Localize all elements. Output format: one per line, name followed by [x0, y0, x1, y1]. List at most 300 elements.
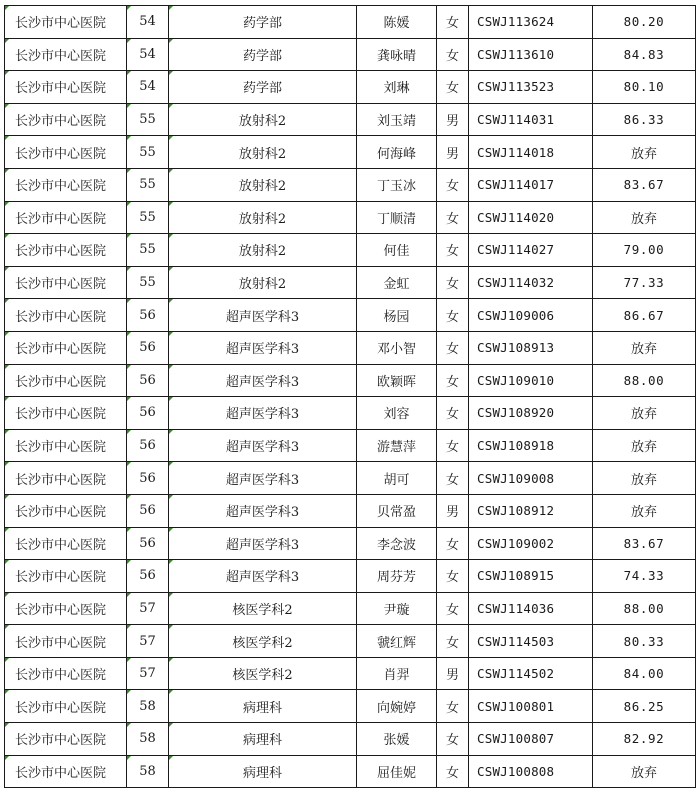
exam-id-cell — [469, 494, 593, 527]
hospital-text: 长沙市中心医院 — [15, 374, 107, 390]
table-row — [5, 364, 696, 397]
cell-comment-marker — [127, 690, 131, 694]
cell-comment-marker — [169, 136, 173, 140]
hospital-text: 长沙市中心医院 — [15, 407, 107, 423]
post-number-text: 56 — [139, 470, 156, 486]
exam-id-text: CSWJ100801 — [477, 698, 555, 714]
cell-comment-marker — [127, 136, 131, 140]
post-number-cell — [127, 657, 169, 690]
score-text: 83.67 — [623, 535, 665, 551]
department-text: 病理科 — [242, 700, 282, 716]
hospital-text: 长沙市中心医院 — [15, 700, 107, 716]
hospital-cell — [5, 103, 127, 136]
department-text: 放射科2 — [238, 244, 287, 260]
candidate-name-text: 龚咏晴 — [376, 48, 416, 64]
exam-id-cell — [469, 527, 593, 560]
exam-id-cell — [469, 560, 593, 593]
gender-cell — [437, 38, 469, 71]
candidate-name-cell — [357, 38, 437, 71]
department-text: 核医学科2 — [232, 635, 293, 651]
hospital-cell — [5, 6, 127, 39]
exam-id-text: CSWJ114032 — [477, 275, 555, 291]
post-number-cell — [127, 592, 169, 625]
score-text: 84.83 — [623, 46, 665, 62]
gender-cell — [437, 397, 469, 430]
score-cell — [593, 136, 696, 169]
exam-id-text: CSWJ108912 — [477, 503, 555, 519]
candidate-name-cell — [357, 168, 437, 201]
candidate-name-text: 游慧萍 — [376, 440, 416, 456]
candidate-name-text: 杨园 — [383, 309, 410, 325]
cell-comment-marker — [169, 560, 173, 564]
table-row — [5, 527, 696, 560]
post-number-text: 55 — [139, 242, 156, 258]
exam-id-cell — [469, 331, 593, 364]
gender-cell — [437, 429, 469, 462]
candidate-name-text: 周芬芳 — [376, 570, 416, 586]
exam-id-cell — [469, 657, 593, 690]
department-text: 超声医学科3 — [225, 440, 300, 456]
department-cell — [169, 234, 357, 267]
gender-cell — [437, 234, 469, 267]
exam-id-cell — [469, 592, 593, 625]
department-text: 超声医学科3 — [225, 505, 300, 521]
table-row — [5, 168, 696, 201]
department-cell — [169, 690, 357, 723]
cell-comment-marker — [169, 397, 173, 401]
table-row — [5, 592, 696, 625]
score-text: 放弃 — [630, 505, 657, 521]
table-row — [5, 657, 696, 690]
score-text: 放弃 — [630, 146, 657, 162]
cell-comment-marker — [169, 723, 173, 727]
hospital-cell — [5, 723, 127, 756]
candidate-name-text: 刘玉靖 — [376, 114, 416, 130]
cell-comment-marker — [127, 756, 131, 760]
cell-comment-marker — [127, 462, 131, 466]
gender-cell — [437, 331, 469, 364]
table-row — [5, 429, 696, 462]
candidate-name-cell — [357, 690, 437, 723]
post-number-cell — [127, 560, 169, 593]
candidate-name-cell — [357, 364, 437, 397]
table-row — [5, 625, 696, 658]
cell-comment-marker — [169, 756, 173, 760]
candidate-name-text: 刘琳 — [383, 81, 410, 97]
post-number-text: 57 — [139, 600, 156, 616]
hospital-text: 长沙市中心医院 — [15, 114, 107, 130]
hospital-cell — [5, 168, 127, 201]
cell-comment-marker — [5, 299, 9, 303]
score-cell — [593, 234, 696, 267]
candidate-name-text: 胡可 — [383, 472, 410, 488]
score-cell — [593, 755, 696, 788]
cell-comment-marker — [5, 234, 9, 238]
department-cell — [169, 266, 357, 299]
department-cell — [169, 755, 357, 788]
hospital-text: 长沙市中心医院 — [15, 537, 107, 553]
department-cell — [169, 592, 357, 625]
score-text: 82.92 — [623, 731, 665, 747]
post-number-text: 56 — [139, 307, 156, 323]
gender-cell — [437, 723, 469, 756]
gender-text: 女 — [445, 733, 459, 749]
cell-comment-marker — [169, 267, 173, 271]
gender-text: 女 — [445, 472, 459, 488]
hospital-text: 长沙市中心医院 — [15, 602, 107, 618]
score-text: 86.25 — [623, 698, 665, 714]
cell-comment-marker — [127, 528, 131, 532]
table-row — [5, 136, 696, 169]
cell-comment-marker — [127, 365, 131, 369]
hospital-cell — [5, 71, 127, 104]
department-text: 超声医学科3 — [225, 342, 300, 358]
candidate-name-cell — [357, 657, 437, 690]
post-number-text: 57 — [139, 633, 156, 649]
post-number-text: 56 — [139, 340, 156, 356]
exam-id-cell — [469, 625, 593, 658]
department-cell — [169, 364, 357, 397]
post-number-cell — [127, 201, 169, 234]
hospital-text: 长沙市中心医院 — [15, 472, 107, 488]
exam-id-text: CSWJ114017 — [477, 177, 555, 193]
department-text: 超声医学科3 — [225, 570, 300, 586]
hospital-text: 长沙市中心医院 — [15, 146, 107, 162]
exam-id-cell — [469, 234, 593, 267]
gender-cell — [437, 136, 469, 169]
score-cell — [593, 266, 696, 299]
cell-comment-marker — [127, 332, 131, 336]
gender-cell — [437, 527, 469, 560]
gender-cell — [437, 494, 469, 527]
gender-text: 女 — [445, 635, 459, 651]
candidate-name-text: 尹璇 — [383, 602, 410, 618]
department-text: 放射科2 — [238, 211, 287, 227]
cell-comment-marker — [5, 332, 9, 336]
score-text: 83.67 — [623, 177, 665, 193]
cell-comment-marker — [5, 593, 9, 597]
cell-comment-marker — [127, 495, 131, 499]
cell-comment-marker — [127, 104, 131, 108]
hospital-text: 长沙市中心医院 — [15, 277, 107, 293]
hospital-text: 长沙市中心医院 — [15, 570, 107, 586]
gender-text: 女 — [445, 81, 459, 97]
cell-comment-marker — [169, 169, 173, 173]
score-text: 79.00 — [623, 242, 665, 258]
candidate-name-cell — [357, 234, 437, 267]
score-cell — [593, 299, 696, 332]
hospital-text: 长沙市中心医院 — [15, 668, 107, 684]
department-text: 核医学科2 — [232, 668, 293, 684]
cell-comment-marker — [169, 365, 173, 369]
cell-comment-marker — [169, 202, 173, 206]
gender-cell — [437, 592, 469, 625]
gender-text: 女 — [445, 537, 459, 553]
score-cell — [593, 462, 696, 495]
table-row — [5, 723, 696, 756]
cell-comment-marker — [5, 71, 9, 75]
score-text: 84.00 — [623, 666, 665, 682]
score-cell — [593, 38, 696, 71]
department-cell — [169, 38, 357, 71]
candidate-name-cell — [357, 397, 437, 430]
post-number-cell — [127, 527, 169, 560]
gender-cell — [437, 690, 469, 723]
score-cell — [593, 625, 696, 658]
post-number-text: 58 — [139, 763, 156, 779]
exam-id-text: CSWJ109002 — [477, 535, 555, 551]
post-number-text: 57 — [139, 666, 156, 682]
candidate-name-text: 邓小智 — [376, 342, 416, 358]
gender-cell — [437, 71, 469, 104]
post-number-text: 56 — [139, 535, 156, 551]
gender-text: 女 — [445, 342, 459, 358]
cell-comment-marker — [169, 658, 173, 662]
post-number-cell — [127, 168, 169, 201]
cell-comment-marker — [5, 658, 9, 662]
gender-text: 男 — [445, 668, 459, 684]
cell-comment-marker — [169, 71, 173, 75]
candidate-name-cell — [357, 266, 437, 299]
gender-text: 女 — [445, 277, 459, 293]
cell-comment-marker — [169, 234, 173, 238]
department-cell — [169, 6, 357, 39]
results-table — [4, 5, 696, 788]
exam-id-cell — [469, 364, 593, 397]
exam-id-cell — [469, 71, 593, 104]
department-cell — [169, 527, 357, 560]
candidate-name-text: 贝常盈 — [376, 505, 416, 521]
post-number-cell — [127, 462, 169, 495]
gender-text: 女 — [445, 570, 459, 586]
score-cell — [593, 397, 696, 430]
department-cell — [169, 103, 357, 136]
hospital-cell — [5, 397, 127, 430]
department-text: 超声医学科3 — [225, 472, 300, 488]
cell-comment-marker — [127, 430, 131, 434]
table-row — [5, 71, 696, 104]
post-number-cell — [127, 625, 169, 658]
candidate-name-text: 肖羿 — [383, 668, 410, 684]
table-row — [5, 331, 696, 364]
hospital-cell — [5, 560, 127, 593]
post-number-cell — [127, 364, 169, 397]
exam-id-text: CSWJ100808 — [477, 763, 555, 779]
candidate-name-text: 向婉婷 — [376, 700, 416, 716]
score-text: 放弃 — [630, 765, 657, 781]
post-number-text: 56 — [139, 372, 156, 388]
cell-comment-marker — [5, 723, 9, 727]
department-text: 病理科 — [242, 733, 282, 749]
exam-id-text: CSWJ109008 — [477, 470, 555, 486]
post-number-text: 58 — [139, 698, 156, 714]
cell-comment-marker — [127, 625, 131, 629]
hospital-cell — [5, 494, 127, 527]
table-row — [5, 397, 696, 430]
hospital-text: 长沙市中心医院 — [15, 733, 107, 749]
cell-comment-marker — [169, 593, 173, 597]
exam-id-cell — [469, 38, 593, 71]
score-text: 放弃 — [630, 211, 657, 227]
table-row — [5, 38, 696, 71]
post-number-text: 56 — [139, 405, 156, 421]
exam-id-text: CSWJ108915 — [477, 568, 555, 584]
score-text: 77.33 — [623, 275, 665, 291]
hospital-cell — [5, 527, 127, 560]
cell-comment-marker — [169, 690, 173, 694]
hospital-cell — [5, 462, 127, 495]
department-cell — [169, 136, 357, 169]
cell-comment-marker — [5, 6, 9, 10]
exam-id-cell — [469, 103, 593, 136]
hospital-cell — [5, 429, 127, 462]
score-cell — [593, 103, 696, 136]
cell-comment-marker — [5, 202, 9, 206]
hospital-cell — [5, 755, 127, 788]
score-text: 86.67 — [623, 307, 665, 323]
score-text: 88.00 — [623, 372, 665, 388]
cell-comment-marker — [127, 593, 131, 597]
exam-id-cell — [469, 266, 593, 299]
hospital-cell — [5, 299, 127, 332]
score-text: 74.33 — [623, 568, 665, 584]
score-cell — [593, 527, 696, 560]
cell-comment-marker — [169, 39, 173, 43]
department-text: 药学部 — [242, 16, 282, 32]
table-row — [5, 299, 696, 332]
cell-comment-marker — [5, 625, 9, 629]
exam-id-cell — [469, 429, 593, 462]
gender-text: 女 — [445, 211, 459, 227]
cell-comment-marker — [5, 397, 9, 401]
post-number-text: 54 — [139, 79, 156, 95]
gender-text: 女 — [445, 440, 459, 456]
gender-text: 女 — [445, 179, 459, 195]
cell-comment-marker — [5, 39, 9, 43]
score-text: 放弃 — [630, 342, 657, 358]
cell-comment-marker — [127, 39, 131, 43]
exam-id-text: CSWJ114503 — [477, 633, 555, 649]
gender-cell — [437, 299, 469, 332]
candidate-name-text: 金虹 — [383, 277, 410, 293]
gender-cell — [437, 462, 469, 495]
gender-text: 女 — [445, 700, 459, 716]
cell-comment-marker — [5, 462, 9, 466]
department-text: 放射科2 — [238, 146, 287, 162]
department-text: 病理科 — [242, 765, 282, 781]
candidate-name-cell — [357, 429, 437, 462]
post-number-cell — [127, 723, 169, 756]
table-row — [5, 103, 696, 136]
candidate-name-text: 虢红辉 — [376, 635, 416, 651]
candidate-name-cell — [357, 527, 437, 560]
candidate-name-cell — [357, 103, 437, 136]
exam-id-text: CSWJ108920 — [477, 405, 555, 421]
hospital-text: 长沙市中心医院 — [15, 309, 107, 325]
table-row — [5, 234, 696, 267]
cell-comment-marker — [5, 528, 9, 532]
department-cell — [169, 201, 357, 234]
gender-text: 女 — [445, 309, 459, 325]
score-cell — [593, 364, 696, 397]
gender-cell — [437, 625, 469, 658]
cell-comment-marker — [127, 560, 131, 564]
hospital-text: 长沙市中心医院 — [15, 179, 107, 195]
department-text: 超声医学科3 — [225, 374, 300, 390]
table-body — [5, 6, 696, 788]
department-cell — [169, 560, 357, 593]
exam-id-text: CSWJ114027 — [477, 242, 555, 258]
gender-text: 男 — [445, 114, 459, 130]
post-number-text: 56 — [139, 438, 156, 454]
table-row — [5, 494, 696, 527]
post-number-cell — [127, 690, 169, 723]
score-cell — [593, 690, 696, 723]
gender-text: 男 — [445, 505, 459, 521]
exam-id-cell — [469, 299, 593, 332]
hospital-text: 长沙市中心医院 — [15, 440, 107, 456]
table-row — [5, 201, 696, 234]
cell-comment-marker — [169, 332, 173, 336]
department-cell — [169, 657, 357, 690]
post-number-cell — [127, 299, 169, 332]
department-text: 放射科2 — [238, 277, 287, 293]
post-number-cell — [127, 136, 169, 169]
score-text: 80.10 — [623, 79, 665, 95]
hospital-cell — [5, 690, 127, 723]
cell-comment-marker — [169, 104, 173, 108]
department-cell — [169, 625, 357, 658]
exam-id-text: CSWJ114018 — [477, 144, 555, 160]
department-cell — [169, 168, 357, 201]
hospital-cell — [5, 625, 127, 658]
post-number-cell — [127, 755, 169, 788]
candidate-name-cell — [357, 494, 437, 527]
department-cell — [169, 462, 357, 495]
score-cell — [593, 723, 696, 756]
exam-id-cell — [469, 397, 593, 430]
hospital-text: 长沙市中心医院 — [15, 16, 107, 32]
gender-text: 女 — [445, 374, 459, 390]
gender-cell — [437, 560, 469, 593]
candidate-name-cell — [357, 201, 437, 234]
cell-comment-marker — [169, 430, 173, 434]
table-row — [5, 462, 696, 495]
department-cell — [169, 397, 357, 430]
hospital-text: 长沙市中心医院 — [15, 765, 107, 781]
post-number-text: 55 — [139, 275, 156, 291]
cell-comment-marker — [5, 267, 9, 271]
exam-id-text: CSWJ109006 — [477, 307, 555, 323]
table-row — [5, 690, 696, 723]
post-number-text: 54 — [139, 46, 156, 62]
score-text: 86.33 — [623, 112, 665, 128]
score-cell — [593, 592, 696, 625]
gender-text: 女 — [445, 602, 459, 618]
exam-id-text: CSWJ108913 — [477, 340, 555, 356]
exam-id-text: CSWJ113624 — [477, 14, 555, 30]
gender-cell — [437, 657, 469, 690]
score-cell — [593, 429, 696, 462]
gender-text: 女 — [445, 765, 459, 781]
exam-id-text: CSWJ109010 — [477, 372, 555, 388]
department-text: 超声医学科3 — [225, 309, 300, 325]
cell-comment-marker — [5, 690, 9, 694]
department-text: 超声医学科3 — [225, 537, 300, 553]
exam-id-text: CSWJ114502 — [477, 666, 555, 682]
candidate-name-cell — [357, 560, 437, 593]
score-cell — [593, 560, 696, 593]
